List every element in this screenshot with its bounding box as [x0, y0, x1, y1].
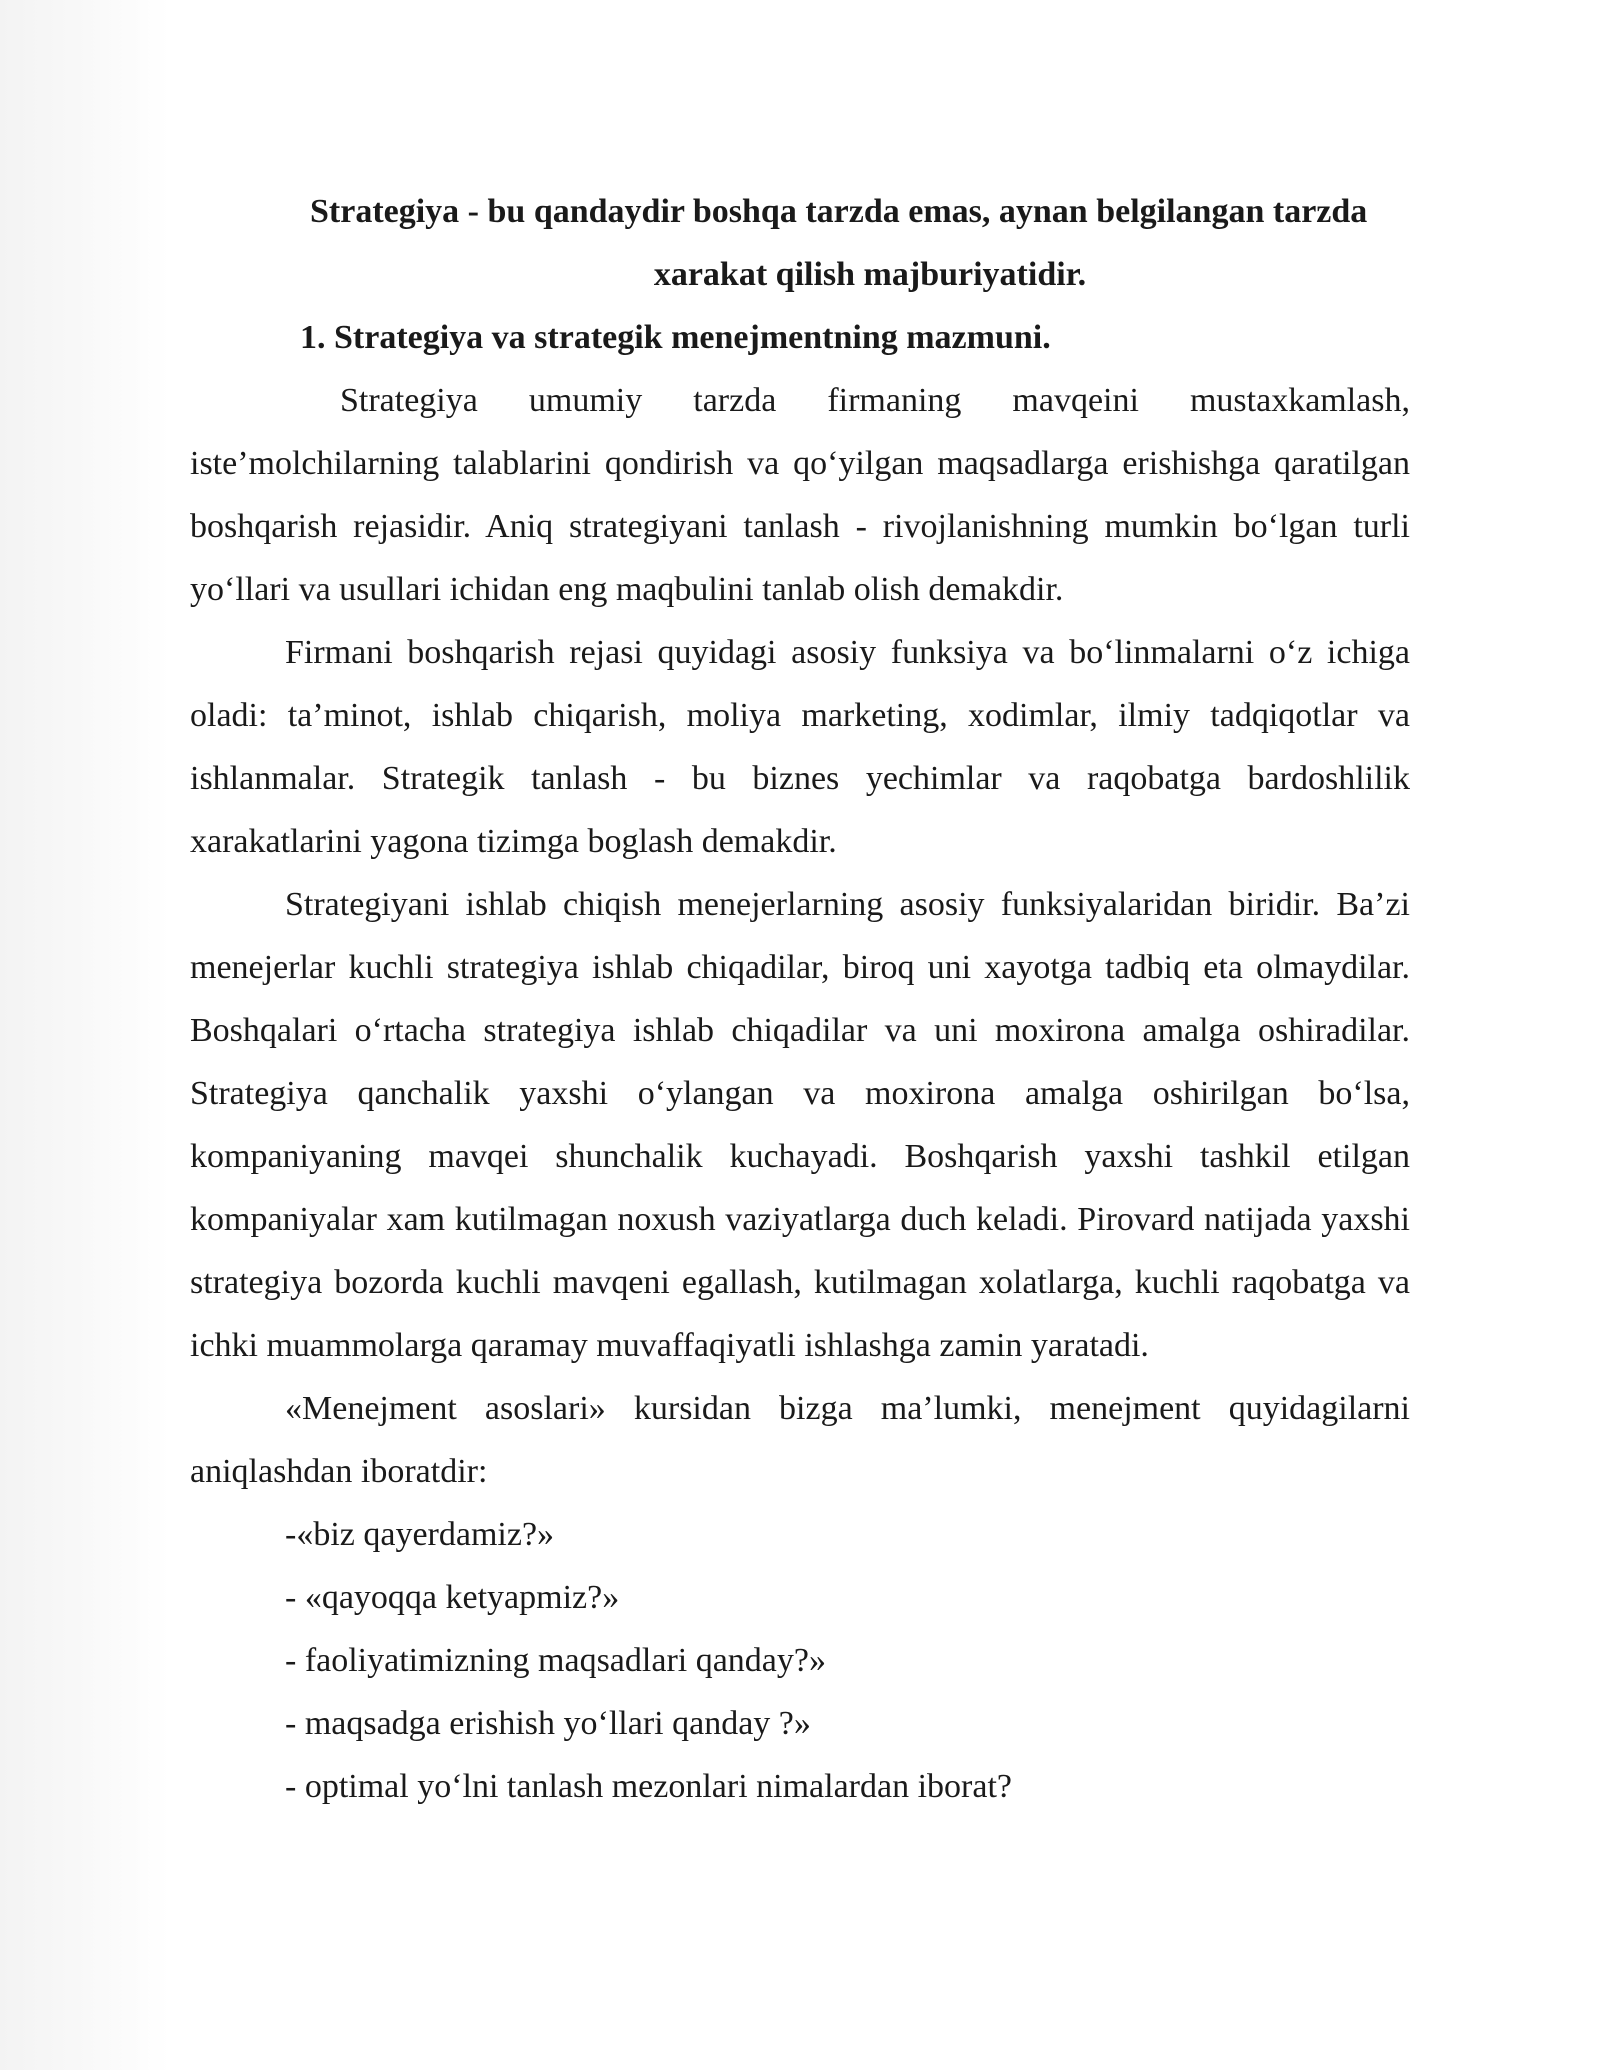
document-body: [190, 180, 1410, 1818]
document-title: [190, 180, 1410, 306]
title-line-1: Strategiya - bu qandaydir boshqa tarzda emas, aynan belgilangan tarzda: [310, 193, 1368, 230]
list-item: - maqsadga erishish yo‘llari qanday ?»: [285, 1705, 811, 1742]
paragraph-3: Strategiyani ishlab chiqish menejerlarning asosiy funksiyalaridan biridir. Ba’zi menejerlar kuchli strategiya ishlab chiqadilar, biroq uni xayotga tadbiq eta olmaydilar. Boshqalari o‘rtacha strategiya ishlab chiqadilar va uni moxirona amalga oshiradilar. Strategiya qanchalik yaxshi o‘ylangan va moxirona amalga oshirilgan bo‘lsa, kompaniyaning mavqei shunchalik kuchayadi. Boshqarish yaxshi tashkil etilgan kompaniyalar xam kutilmagan noxush vaziyatlarga duch keladi. Pirovard natijada yaxshi strategiya bozorda kuchli mavqeni egallash, kutilmagan xolatlarga, kuchli raqobatga va ichki muammolarga qaramay muvaffaqiyatli ishlashga zamin yaratadi.: [190, 886, 1410, 1364]
list-item: - optimal yo‘lni tanlash mezonlari nimalardan iborat?: [285, 1768, 1012, 1805]
list-item: - faoliyatimizning maqsadlari qanday?»: [285, 1642, 826, 1679]
title-line-2: xarakat qilish majburiyatidir.: [653, 256, 1087, 293]
paragraph-1: Strategiya umumiy tarzda firmaning mavqeini mustaxkamlash, iste’molchilarning talablarini qondirish va qo‘yilgan maqsadlarga erishishga qaratilgan boshqarish rejasidir. Aniq strategiyani tanlash - rivojlanishning mumkin bo‘lgan turli yo‘llari va usullari ichidan eng maqbulini tanlab olish demakdir.: [190, 382, 1410, 608]
paragraph-2: Firmani boshqarish rejasi quyidagi asosiy funksiya va bo‘linmalarni o‘z ichiga oladi: ta’minot, ishlab chiqarish, moliya marketing, xodimlar, ilmiy tadqiqotlar va ishlanmalar. Strategik tanlash - bu biznes yechimlar va raqobatga bardoshlilik xarakatlarini yagona tizimga boglash demakdir.: [190, 634, 1410, 860]
list-item: -«biz qayerdamiz?»: [285, 1516, 555, 1553]
page-edge-shadow: [0, 0, 170, 2070]
paragraph-4: «Menejment asoslari» kursidan bizga ma’lumki, menejment quyidagilarni aniqlashdan iboratdir:: [190, 1390, 1410, 1490]
question-list: [190, 1503, 1410, 1818]
list-item: - «qayoqqa ketyapmiz?»: [285, 1579, 620, 1616]
section-heading: 1. Strategiya va strategik menejmentning mazmuni.: [300, 319, 1051, 356]
